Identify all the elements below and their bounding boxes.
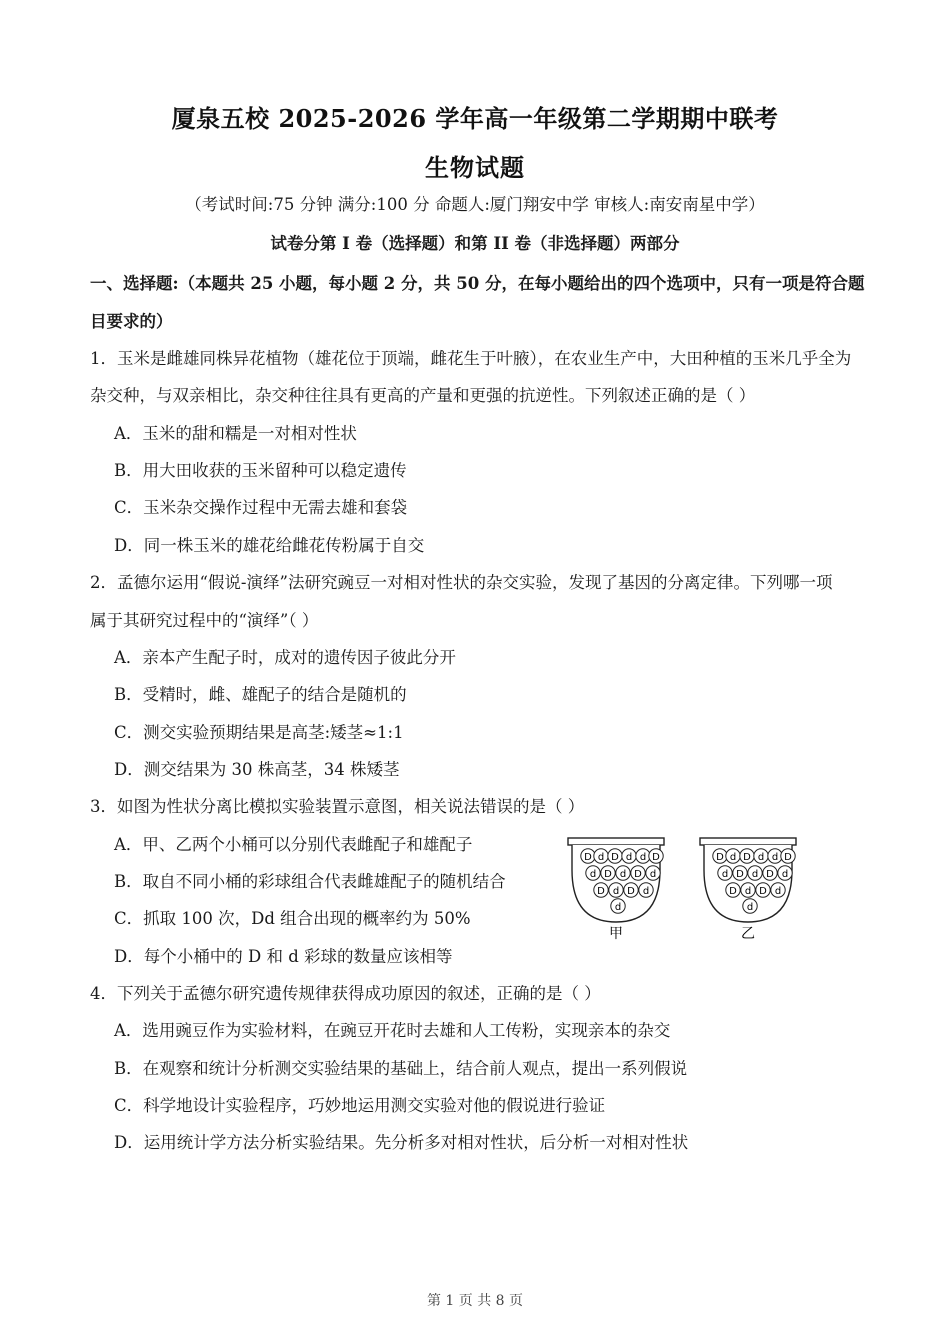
bucket-yi-ball	[756, 883, 770, 897]
question-3-option-b: B．取自不同小桶的彩球组合代表雌雄配子的随机结合	[114, 872, 506, 891]
svg-text:D: D	[743, 852, 751, 863]
bucket-yi-ball	[733, 866, 747, 880]
svg-text:D: D	[584, 852, 592, 863]
bucket-yi-ball	[718, 866, 732, 880]
svg-text:d: d	[729, 852, 737, 863]
question-1-stem-line2: 杂交种，与双亲相比，杂交种往往具有更高的产量和更强的抗逆性。下列叙述正确的是（ ）	[90, 386, 756, 405]
section-heading-line1: 一、选择题:（本题共 25 小题，每小题 2 分，共 50 分，在每小题给出的四个选项中，只有一项是符合题	[90, 274, 865, 293]
svg-text:d: d	[612, 886, 620, 897]
bucket-jia-label: 甲	[609, 926, 623, 942]
question-3-option-a: A．甲、乙两个小桶可以分别代表雌配子和雄配子	[114, 835, 473, 854]
question-4-stem: 4．下列关于孟德尔研究遗传规律获得成功原因的叙述，正确的是（ ）	[90, 984, 601, 1003]
page-footer: 第 1 页 共 8 页	[426, 1293, 524, 1309]
svg-text:d: d	[774, 886, 782, 897]
exam-info: （考试时间:75 分钟 满分:100 分 命题人:厦门翔安中学 审核人:南安南星中学）	[185, 195, 765, 214]
svg-text:d: d	[751, 869, 759, 880]
svg-text:D: D	[759, 886, 767, 897]
question-2-stem-line1: 2．孟德尔运用“假说-演绎”法研究豌豆一对相对性状的杂交实验，发现了基因的分离定律。下列哪一项	[90, 573, 833, 592]
question-3-option-c: C．抓取 100 次，Dd 组合出现的概率约为 50%	[114, 909, 471, 928]
svg-text:d: d	[625, 852, 633, 863]
question-2-option-b: B．受精时，雌、雄配子的结合是随机的	[114, 685, 407, 704]
subject-title: 生物试题	[425, 153, 525, 182]
svg-text:d: d	[639, 852, 647, 863]
svg-text:d: d	[781, 869, 789, 880]
question-2-option-a: A．亲本产生配子时，成对的遗传因子彼此分开	[114, 648, 456, 667]
svg-text:D: D	[604, 869, 612, 880]
bucket-jia-ball	[646, 866, 660, 880]
bucket-jia-ball	[611, 899, 625, 913]
bucket-yi-ball	[713, 849, 727, 863]
svg-text:D: D	[634, 869, 642, 880]
question-1-option-d: D．同一株玉米的雄花给雌花传粉属于自交	[114, 536, 425, 555]
bucket-yi-ball	[726, 849, 740, 863]
bucket-jia-ball	[624, 883, 638, 897]
bucket-yi-label: 乙	[741, 926, 755, 942]
svg-text:d: d	[649, 869, 657, 880]
svg-text:d: d	[771, 852, 779, 863]
bucket-jia-ball	[631, 866, 645, 880]
svg-text:d: d	[597, 852, 605, 863]
bucket-yi-ball	[740, 849, 754, 863]
parts-note: 试卷分第 I 卷（选择题）和第 II 卷（非选择题）两部分	[270, 234, 680, 253]
question-1-option-b: B．用大田收获的玉米留种可以稳定遗传	[114, 461, 407, 480]
bucket-yi	[700, 838, 796, 942]
bucket-yi-ball	[743, 899, 757, 913]
question-4-option-a: A．选用豌豆作为实验材料，在豌豆开花时去雄和人工传粉，实现亲本的杂交	[114, 1021, 671, 1040]
bucket-yi-ball	[748, 866, 762, 880]
bucket-jia-ball	[636, 849, 650, 863]
bucket-jia-ball	[594, 849, 608, 863]
bucket-jia-ball	[616, 866, 630, 880]
bucket-yi-ball	[754, 849, 768, 863]
bucket-jia-ball	[608, 849, 622, 863]
question-3-stem: 3．如图为性状分离比模拟实验装置示意图，相关说法错误的是（ ）	[90, 797, 585, 816]
bucket-diagram	[560, 830, 810, 950]
exam-title: 厦泉五校 2025-2026 学年高一年级第二学期期中联考	[171, 104, 779, 133]
question-1-stem-line1: 1．玉米是雌雄同株异花植物（雄花位于顶端，雌花生于叶腋），在农业生产中，大田种植的玉米几乎全为	[90, 349, 852, 368]
bucket-jia-ball	[609, 883, 623, 897]
question-2-option-c: C．测交实验预期结果是高茎:矮茎≈1:1	[114, 723, 404, 742]
bucket-jia-ball	[581, 849, 595, 863]
svg-text:d: d	[614, 902, 622, 913]
question-4-option-c: C．科学地设计实验程序，巧妙地运用测交实验对他的假说进行验证	[114, 1096, 606, 1115]
svg-text:d: d	[721, 869, 729, 880]
question-1-option-a: A．玉米的甜和糯是一对相对性状	[114, 424, 357, 443]
svg-text:d: d	[757, 852, 765, 863]
svg-text:d: d	[619, 869, 627, 880]
svg-text:D: D	[729, 886, 737, 897]
bucket-jia-ball	[649, 849, 663, 863]
svg-text:D: D	[652, 852, 660, 863]
svg-text:D: D	[784, 852, 792, 863]
svg-text:d: d	[744, 886, 752, 897]
question-3-option-d: D．每个小桶中的 D 和 d 彩球的数量应该相等	[114, 947, 453, 966]
svg-text:D: D	[611, 852, 619, 863]
bucket-jia	[568, 838, 664, 942]
question-1-option-c: C．玉米杂交操作过程中无需去雄和套袋	[114, 498, 408, 517]
bucket-yi-ball	[726, 883, 740, 897]
question-2-option-d: D．测交结果为 30 株高茎，34 株矮茎	[114, 760, 400, 779]
bucket-jia-ball	[594, 883, 608, 897]
bucket-jia-ball	[639, 883, 653, 897]
question-4-option-d: D．运用统计学方法分析实验结果。先分析多对相对性状，后分析一对相对性状	[114, 1133, 689, 1152]
svg-text:d: d	[589, 869, 597, 880]
question-4-option-b: B．在观察和统计分析测交实验结果的基础上，结合前人观点，提出一系列假说	[114, 1059, 688, 1078]
bucket-jia-ball	[601, 866, 615, 880]
svg-text:D: D	[766, 869, 774, 880]
bucket-yi-ball	[763, 866, 777, 880]
bucket-yi-ball	[741, 883, 755, 897]
svg-text:D: D	[627, 886, 635, 897]
bucket-yi-ball	[781, 849, 795, 863]
bucket-yi-ball	[768, 849, 782, 863]
svg-text:d: d	[746, 902, 754, 913]
bucket-yi-ball	[771, 883, 785, 897]
question-2-stem-line2: 属于其研究过程中的“演绎”（ ）	[90, 611, 319, 630]
svg-text:D: D	[597, 886, 605, 897]
svg-text:D: D	[736, 869, 744, 880]
bucket-jia-ball	[586, 866, 600, 880]
bucket-jia-ball	[622, 849, 636, 863]
bucket-yi-ball	[778, 866, 792, 880]
section-heading-line2: 目要求的）	[90, 312, 173, 331]
svg-text:d: d	[642, 886, 650, 897]
svg-text:D: D	[716, 852, 724, 863]
